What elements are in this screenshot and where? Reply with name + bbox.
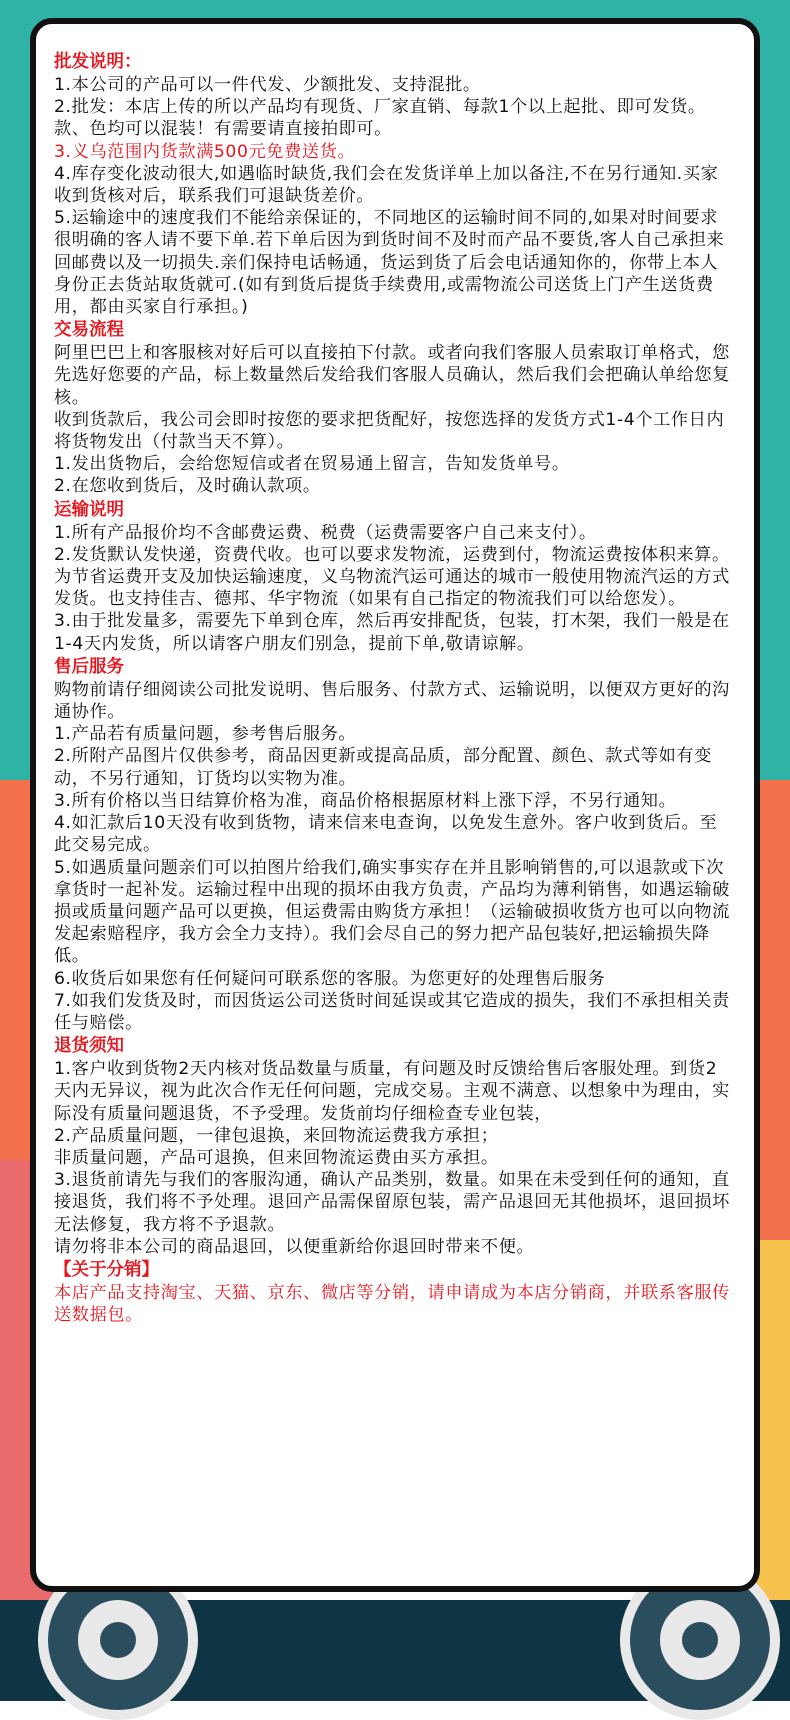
text-line: 5.运输途中的速度我们不能给亲保证的，不同地区的运输时间不同的,如果对时间要求很明确的客人请不要下单.若下单后因为到货时间不及时而产品不要货,客人自己承担来回邮费以及一切损失.亲们保持电话畅通，货运到货了后会电话通知你的，你带上本人身份正去货站取货就可.(如有到货后提货手续费用,或需物流公司送货上门产生送货费用，都由买家自行承担。) [54,208,725,318]
text-line: 4.如汇款后10天没有收到货物，请来信来电查询，以免发生意外。客户收到货后。至此交易完成。 [54,813,718,856]
distribution-heading: 【关于分销】 [54,1259,159,1280]
info-card [30,18,760,1592]
section-distribution [54,1258,734,1326]
text-line: 5.如遇质量问题亲们可以拍图片给我们,确实事实存在并且影响销售的,可以退款或下次拿货时一起补发。运输过程中出现的损坏由我方负责，产品均为薄利销售，如遇运输破损或质量问题产品可以更换，但运费需由购货方承担！（运输破损收货方也可以向物流发起索赔程序，我方会全力支持）。我们会尽自己的努力把产品包装好,把运输损失降低。 [54,857,730,967]
text-line: 1.产品若有质量问题，参考售后服务。 [54,724,357,745]
text-line: 1.所有产品报价均不含邮费运费、税费（运费需要客户自己来支付）。 [54,522,597,543]
section-after-sales [54,655,734,1034]
text-line: 2.产品质量问题，一律包退换，来回物流运费我方承担； [54,1125,499,1146]
text-line: 2.发货默认发快递，资费代收。也可以要求发物流，运费到付，物流运费按体积来算。为节省运费开支及加快运输速度，义乌物流汽运可通达的城市一般使用物流汽运的方式发货。也支持佳吉、德邦、华宇物流（如果有自己指定的物流我们可以给您发）。 [54,544,730,610]
text-line: 2.所附产品图片仅供参考，商品因更新或提高品质，部分配置、颜色、款式等如有变动，不另行通知，订货均以实物为准。 [54,746,712,789]
text-line: 非质量问题，产品可退换，但来回物流运费由买方承担。 [54,1147,499,1168]
text-line: 收到货款后，我公司会即时按您的要求把货配好，按您选择的发货方式1-4个工作日内将货物发出（付款当天不算）。 [54,409,725,453]
text-line: 1.本公司的产品可以一件代发、少额批发、支持混批。 [54,75,481,95]
section-returns [54,1034,734,1258]
text-line-highlight: 3.义乌范围内货款满500元免费送货。 [54,141,356,162]
distribution-text: 本店产品支持淘宝、天猫、京东、微店等分销，请申请成为本店分销商，并联系客服传送数据包。 [54,1282,730,1326]
text-line: 7.如我们发货及时，而因货运公司送货时间延误或其它造成的损失，我们不承担相关责任与赔偿。 [54,990,730,1033]
text-line: 4.库存变化波动很大,如遇临时缺货,我们会在发货详单上加以备注,不在另行通知.买家收到货核对后，联系我们可退缺货差价。 [54,163,719,207]
text-line: 3.由于批发量多，需要先下单到仓库，然后再安排配货，包装，打木架，我们一般是在1-4天内发货，所以请客户朋友们别急，提前下单,敬请谅解。 [54,611,730,654]
section-heading: 批发说明： [54,52,142,72]
section-shipping [54,498,734,655]
text-line: 3.所有价格以当日结算价格为准，商品价格根据原材料上涨下浮，不另行通知。 [54,790,677,811]
text-line: 1.客户收到货物2天内核对货品数量与质量，有问题及时反馈给售后客服处理。到货2天内无异议，视为此次合作无任何问题，完成交易。主观不满意、以想象中为理由，实际没有质量问题退货，不予受理。发货前均仔细检查专业包装， [54,1059,730,1124]
text-line: 2.批发：本店上传的所以产品均有现货、厂家直销、每款1个以上起批、即可发货。款、色均可以混装！有需要请直接拍即可。 [54,97,706,140]
text-line: 1.发出货物后，会给您短信或者在贸易通上留言，告知发货单号。 [54,454,570,475]
section-heading: 交易流程 [54,320,124,341]
section-heading: 售后服务 [54,656,124,677]
section-heading: 运输说明 [54,499,124,520]
section-trade-process [54,318,734,497]
text-line: 3.退货前请先与我们的客服沟通，确认产品类别，数量。如果在未受到任何的通知，直接退货，我们将不予处理。退回产品需保留原包装，需产品退回无其他损坏，退回损坏无法修复，我方将不予退款。 [54,1170,730,1235]
text-line: 请勿将非本公司的商品退回，以便重新给你退回时带来不便。 [54,1236,535,1257]
section-heading: 退货须知 [54,1036,124,1057]
text-line: 阿里巴巴上和客服核对好后可以直接拍下付款。或者向我们客服人员索取订单格式，您先选好您要的产品，标上数量然后发给我们客服人员确认，然后我们会把确认单给您复核。 [54,343,730,408]
section-wholesale [54,50,734,318]
text-line: 2.在您收到货后，及时确认款项。 [54,476,321,497]
text-line: 购物前请仔细阅读公司批发说明、售后服务、付款方式、运输说明，以便双方更好的沟通协作。 [54,679,730,723]
text-line: 6.收货后如果您有任何疑问可联系您的客服。为您更好的处理售后服务 [54,968,606,989]
